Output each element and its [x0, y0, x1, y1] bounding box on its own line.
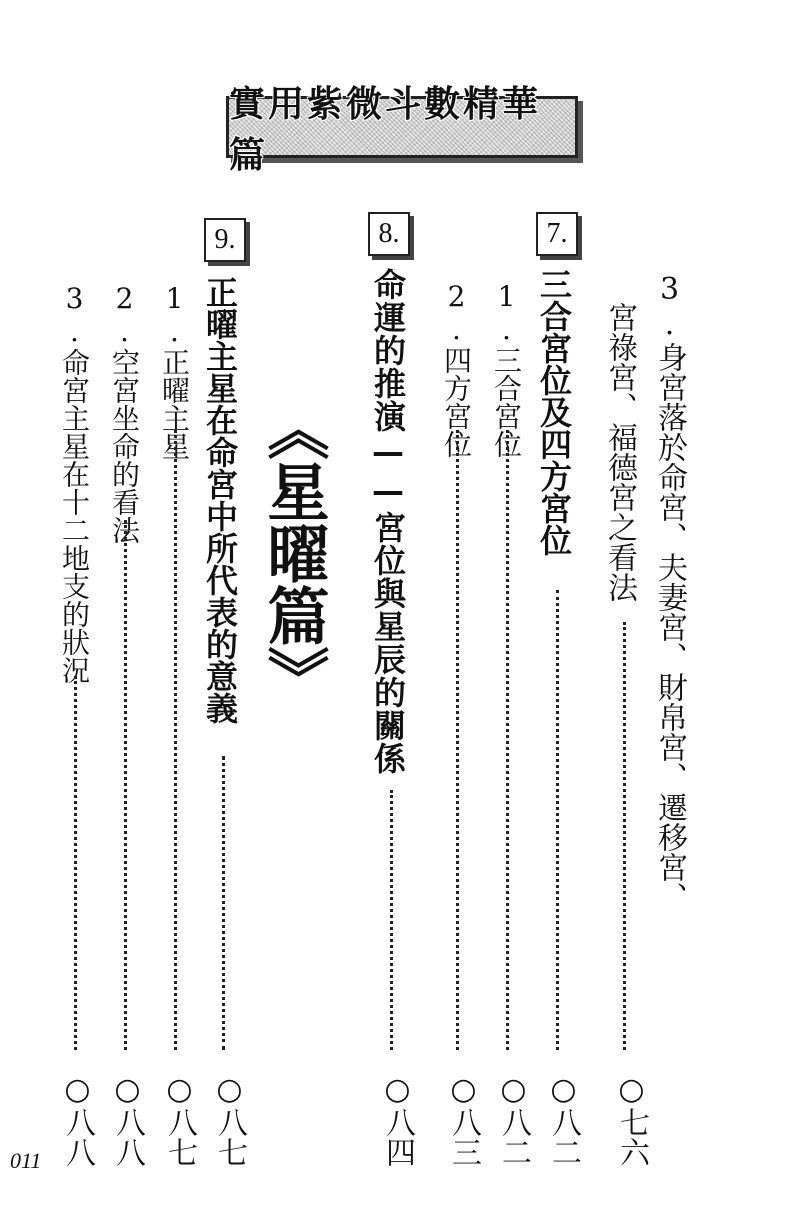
toc-heading-fate-derivation[interactable]: 命運的推演——宮位與星辰的關係: [369, 268, 407, 775]
toc-entry-empty-palace[interactable]: 2.空宮坐命的看法: [108, 282, 141, 544]
page-ref: ○七六: [614, 1072, 649, 1167]
page-ref: ○八二: [496, 1072, 531, 1167]
toc-entry-four-direction-palace[interactable]: 2.四方宮位: [440, 280, 473, 458]
page-ref: ○八七: [212, 1072, 247, 1167]
page-ref: ○八二: [546, 1072, 581, 1167]
toc-entry-body-palace[interactable]: 3.身宮落於命宮、夫妻宮、財帛宮、遷移宮、: [652, 272, 687, 912]
page-number: 011: [10, 1148, 42, 1173]
leader-dots: [390, 790, 393, 1050]
toc-entry-body-palace-cont[interactable]: 宮祿宮、福德宮之看法: [602, 302, 637, 602]
leader-dots: [556, 590, 559, 1050]
page-ref: ○八八: [110, 1072, 145, 1167]
leader-dots: [506, 430, 509, 1050]
toc-heading-triple-harmony[interactable]: 三合宮位及四方宮位: [535, 268, 573, 556]
book-title: 實用紫微斗數精華篇: [229, 84, 542, 176]
leader-dots: [174, 430, 177, 1050]
leader-dots: [222, 756, 225, 1050]
page-ref: ○八四: [380, 1072, 415, 1167]
leader-dots: [456, 430, 459, 1050]
leader-dots: [74, 676, 77, 1050]
page-ref: ○八七: [162, 1072, 197, 1167]
page-ref: ○八八: [60, 1072, 95, 1167]
section-number-8: 8.: [368, 212, 410, 256]
book-title-banner: [226, 84, 578, 176]
page-ref: ○八三: [446, 1072, 481, 1167]
leader-dots: [124, 520, 127, 1050]
section-number-7: 7.: [536, 212, 578, 256]
toc-entry-triple-harmony-palace[interactable]: 1.三合宮位: [490, 280, 523, 458]
section-number-9: 9.: [204, 218, 246, 262]
toc-entry-main-stars[interactable]: 1.正曜主星: [158, 282, 191, 460]
toc-heading-main-stars-meaning[interactable]: 正曜主星在命宮中所代表的意義: [201, 276, 239, 724]
leader-dots: [623, 622, 626, 1050]
section-title-stars: 《星曜篇》: [257, 398, 330, 708]
toc-entry-twelve-branches[interactable]: 3.命宮主星在十二地支的狀況: [58, 282, 91, 684]
